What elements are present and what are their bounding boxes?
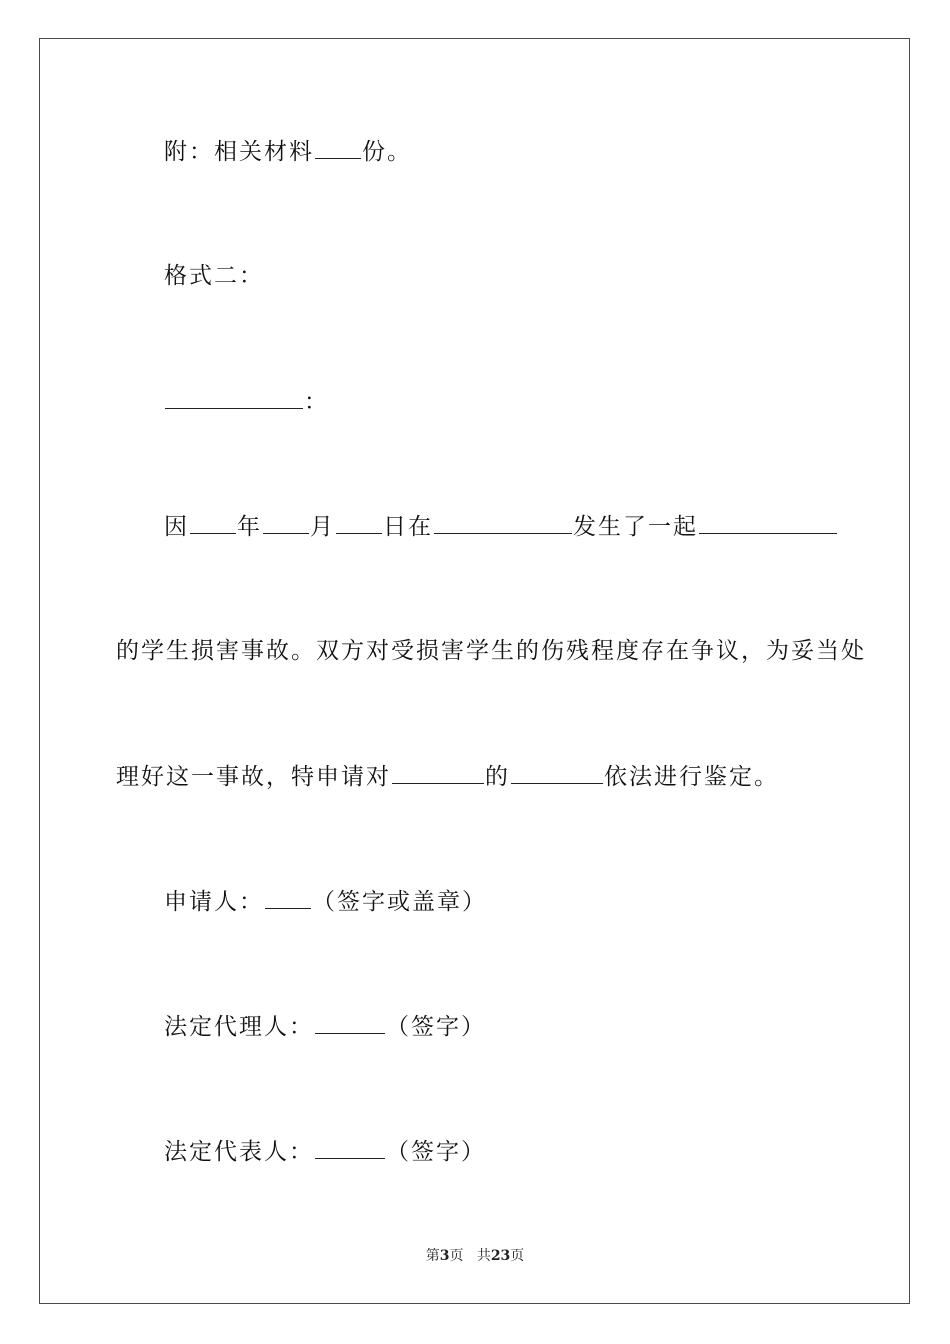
request-text-of: 的 (485, 764, 510, 790)
format-two-title: 格式二： (164, 263, 264, 289)
incident-description-line (116, 636, 866, 666)
page-prefix: 第 (425, 1248, 440, 1264)
legal-representative-label: 法定代表人： (164, 1139, 314, 1165)
incident-description: 的学生损害事故。双方对受损害学生的伤残程度存在争议，为妥当处 (116, 638, 866, 664)
text-occurred: 发生了一起 (573, 514, 698, 540)
request-text-start: 理好这一事故，特申请对 (116, 764, 391, 790)
format-heading (164, 261, 264, 291)
subject-blank (392, 761, 484, 784)
applicant-blank (265, 886, 311, 909)
page-number: 3 (439, 1248, 450, 1264)
request-text-end: 依法进行鉴定。 (604, 764, 779, 790)
legal-representative-blank (315, 1136, 385, 1159)
text-month: 月 (310, 514, 335, 540)
attachment-unit: 份。 (362, 139, 412, 165)
applicant-label: 申请人： (164, 889, 264, 915)
item-blank (511, 761, 603, 784)
legal-representative-line (164, 1136, 486, 1167)
total-suffix: 页 (510, 1248, 525, 1264)
applicant-line (164, 886, 487, 917)
location-blank (434, 511, 572, 534)
addressee-colon: ： (304, 389, 329, 415)
incident-date-line (164, 511, 838, 542)
page-border (39, 38, 910, 1304)
blank-field (315, 136, 361, 159)
legal-representative-sign-note: （签字） (386, 1139, 486, 1165)
total-pages: 23 (490, 1248, 511, 1264)
attachment-line (164, 136, 412, 167)
legal-agent-line (164, 1011, 486, 1042)
applicant-sign-note: （签字或盖章） (312, 889, 487, 915)
day-blank (336, 511, 382, 534)
attachment-label: 附：相关材料 (164, 139, 314, 165)
request-line (116, 761, 779, 792)
legal-agent-sign-note: （签字） (386, 1014, 486, 1040)
page-footer (0, 1246, 950, 1266)
month-blank (263, 511, 309, 534)
legal-agent-blank (315, 1011, 385, 1034)
text-because: 因 (164, 514, 189, 540)
addressee-line (164, 386, 329, 417)
text-year: 年 (237, 514, 262, 540)
legal-agent-label: 法定代理人： (164, 1014, 314, 1040)
total-prefix: 共 (476, 1248, 491, 1264)
text-day-at: 日在 (383, 514, 433, 540)
addressee-blank (165, 386, 303, 409)
page-suffix: 页 (449, 1248, 464, 1264)
incident-blank (699, 511, 837, 534)
year-blank (190, 511, 236, 534)
